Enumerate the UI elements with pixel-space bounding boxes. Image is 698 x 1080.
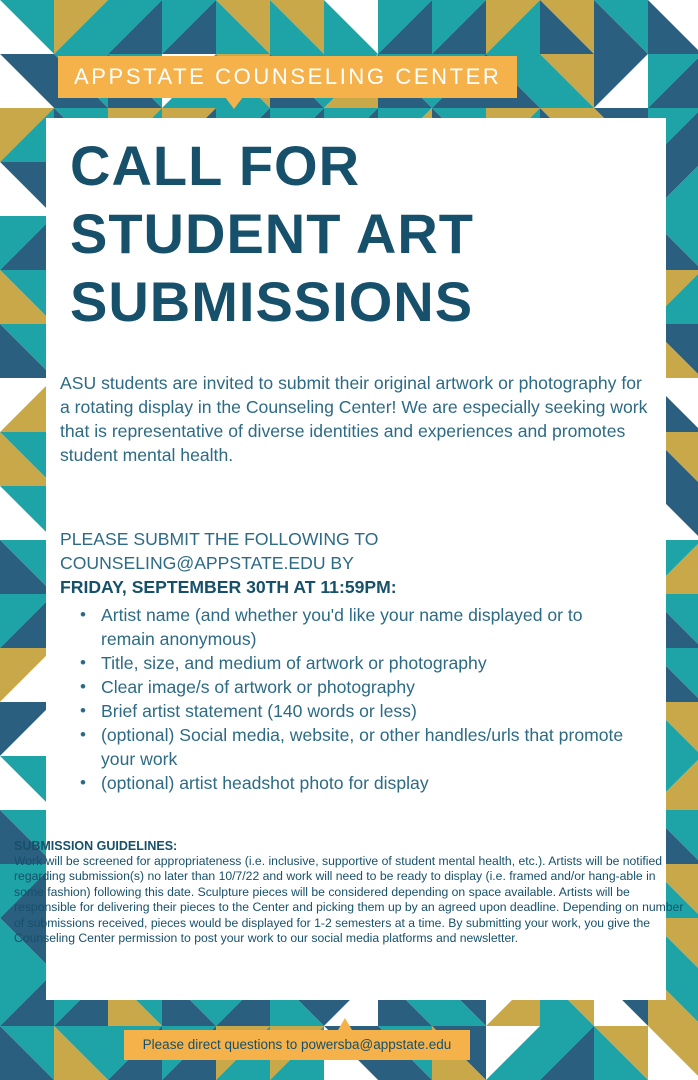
submission-deadline: FRIDAY, SEPTEMBER 30TH AT 11:59PM: xyxy=(60,577,397,597)
intro-paragraph: ASU students are invited to submit their original artwork or photography for a rotating display in the Counseling Center! We are especially seeking work that is representative of diverse identities and experiences and promotes student mental health. xyxy=(60,373,648,465)
requirements-list xyxy=(80,603,640,795)
bullet-icon: • xyxy=(80,773,86,792)
list-item-text: Title, size, and medium of artwork or photography xyxy=(101,653,487,673)
list-item-text: Artist name (and whether you'd like your name displayed or to remain anonymous) xyxy=(101,605,583,649)
submit-email-line: COUNSELING@APPSTATE.EDU BY xyxy=(60,553,354,573)
submission-instructions xyxy=(60,527,650,599)
submit-line: PLEASE SUBMIT THE FOLLOWING TO xyxy=(60,529,379,549)
banner-pointer xyxy=(225,97,243,109)
list-item xyxy=(80,603,640,651)
contact-footer: Please direct questions to powersba@appstate.edu xyxy=(124,1030,470,1060)
guidelines-body: Work will be screened for appropriateness (i.e. inclusive, supportive of student mental health, etc.). Artists will be notified regarding submission(s) no later than 10/7/22 and work will need to be ready to display (i.e. framed and/or hang-able in some fashion) following this date. Sculpture pieces will be considered depending on space available. Artists will be responsible for delivering their pieces to the Center and picking them up by an agreed upon deadline. Depending on number of submissions received, pieces would be displayed for 1-2 semesters at a time. By submitting your work, you give the Counseling Center permission to post your work to our social media platforms and newsletter. xyxy=(14,854,684,946)
list-item-text: (optional) Social media, website, or other handles/urls that promote your work xyxy=(101,725,624,769)
list-item xyxy=(80,771,640,795)
list-item-text: Brief artist statement (140 words or less) xyxy=(101,701,417,721)
title-line: CALL FOR xyxy=(70,134,361,197)
bullet-icon: • xyxy=(80,701,86,720)
organization-banner: APPSTATE COUNSELING CENTER xyxy=(58,56,517,98)
list-item-text: Clear image/s of artwork or photography xyxy=(101,677,415,697)
title-line: SUBMISSIONS xyxy=(70,270,474,333)
page-title xyxy=(70,132,474,336)
list-item xyxy=(80,699,640,723)
list-item xyxy=(80,675,640,699)
bullet-icon: • xyxy=(80,725,86,744)
list-item-text: (optional) artist headshot photo for display xyxy=(101,773,429,793)
bullet-icon: • xyxy=(80,677,86,696)
footer-pointer xyxy=(338,1018,352,1030)
list-item xyxy=(80,723,640,771)
title-line: STUDENT ART xyxy=(70,202,475,265)
guidelines-heading: SUBMISSION GUIDELINES: xyxy=(14,839,178,853)
bullet-icon: • xyxy=(80,653,86,672)
bullet-icon: • xyxy=(80,605,86,624)
list-item xyxy=(80,651,640,675)
